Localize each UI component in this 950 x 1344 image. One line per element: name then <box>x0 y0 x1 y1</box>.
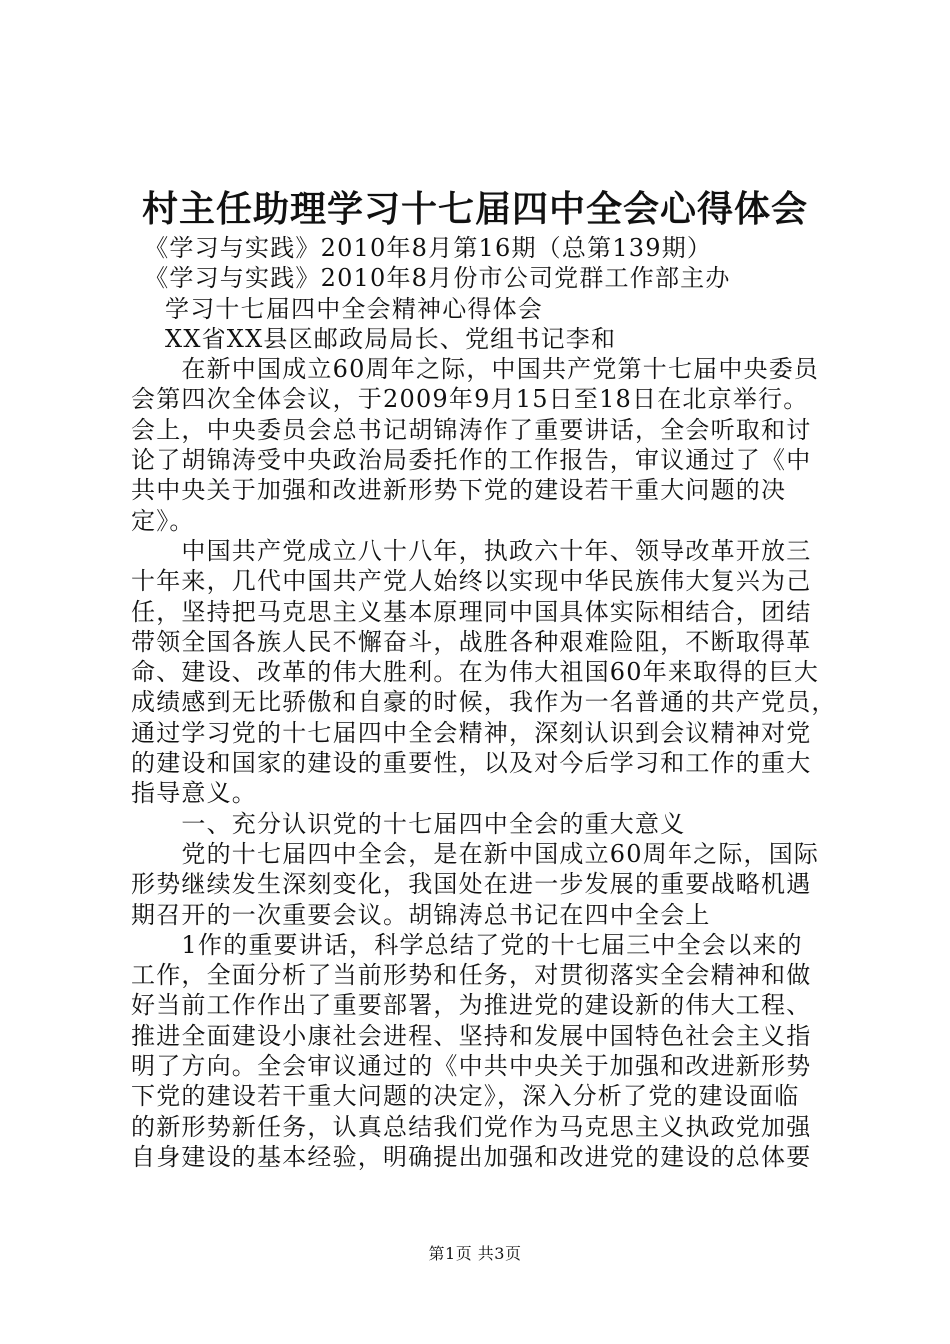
body-line: 《学习与实践》2010年8月第16期（总第139期） <box>131 234 713 262</box>
body-line: 好当前工作作出了重要部署，为推进党的建设新的伟大工程、 <box>131 991 812 1020</box>
body-line: 带领全国各族人民不懈奋斗，战胜各种艰难险阻，不断取得革 <box>131 627 812 656</box>
body-line: 期召开的一次重要会议。胡锦涛总书记在四中全会上 <box>131 900 711 929</box>
body-line: 的建设和国家的建设的重要性，以及对今后学习和工作的重大 <box>131 749 812 778</box>
body-line: 形势继续发生深刻变化，我国处在进一步发展的重要战略机遇 <box>131 870 812 899</box>
body-line: 成绩感到无比骄傲和自豪的时候，我作为一名普通的共产党员， <box>131 688 837 717</box>
body-line: 下党的建设若干重大问题的决定》，深入分析了党的建设面临 <box>131 1082 800 1111</box>
body-line: 党的十七届四中全会，是在新中国成立60周年之际，国际 <box>131 839 820 868</box>
document-body <box>131 233 837 1172</box>
body-line: 《学习与实践》2010年8月份市公司党群工作部主办 <box>131 264 731 293</box>
body-line: 1作的重要讲话，科学总结了党的十七届三中全会以来的 <box>131 930 803 959</box>
body-line: 推进全面建设小康社会进程、坚持和发展中国特色社会主义指 <box>131 1021 812 1050</box>
body-line: 会上，中央委员会总书记胡锦涛作了重要讲话，全会听取和讨 <box>131 415 812 444</box>
body-line: 任，坚持把马克思主义基本原理同中国具体实际相结合，团结 <box>131 597 812 626</box>
body-line: 论了胡锦涛受中央政治局委托作的工作报告，审议通过了《中 <box>131 446 812 475</box>
body-line: XX省XX县区邮政局局长、党组书记李和 <box>131 324 617 353</box>
body-line: 明了方向。全会审议通过的《中共中央关于加强和改进新形势 <box>131 1052 812 1081</box>
body-line: 通过学习党的十七届四中全会精神，深刻认识到会议精神对党 <box>131 718 812 747</box>
document-title: 村主任助理学习十七届四中全会心得体会 <box>141 188 808 230</box>
body-line: 中国共产党成立八十八年，执政六十年、领导改革开放三 <box>131 536 812 565</box>
body-line: 会第四次全体会议，于2009年9月15日至18日在北京举行。 <box>131 385 809 414</box>
body-line: 十年来，几代中国共产党人始终以实现中华民族伟大复兴为己 <box>131 567 812 596</box>
section-heading: 一、充分认识党的十七届四中全会的重大意义 <box>131 809 686 838</box>
body-line: 指导意义。 <box>131 779 257 808</box>
body-line: 学习十七届四中全会精神心得体会 <box>131 294 544 323</box>
body-line: 的新形势新任务，认真总结我们党作为马克思主义执政党加强 <box>131 1112 812 1141</box>
body-line: 定》。 <box>131 506 195 535</box>
page-number-footer: 第1页 共3页 <box>428 1244 522 1263</box>
body-line: 在新中国成立60周年之际，中国共产党第十七届中央委员 <box>131 355 820 384</box>
body-line: 命、建设、改革的伟大胜利。在为伟大祖国60年来取得的巨大 <box>131 658 820 687</box>
body-line: 共中央关于加强和改进新形势下党的建设若干重大问题的决 <box>131 476 787 505</box>
body-line: 自身建设的基本经验，明确提出加强和改进党的建设的总体要 <box>131 1142 812 1171</box>
body-line: 工作，全面分析了当前形势和任务，对贯彻落实全会精神和做 <box>131 961 812 990</box>
